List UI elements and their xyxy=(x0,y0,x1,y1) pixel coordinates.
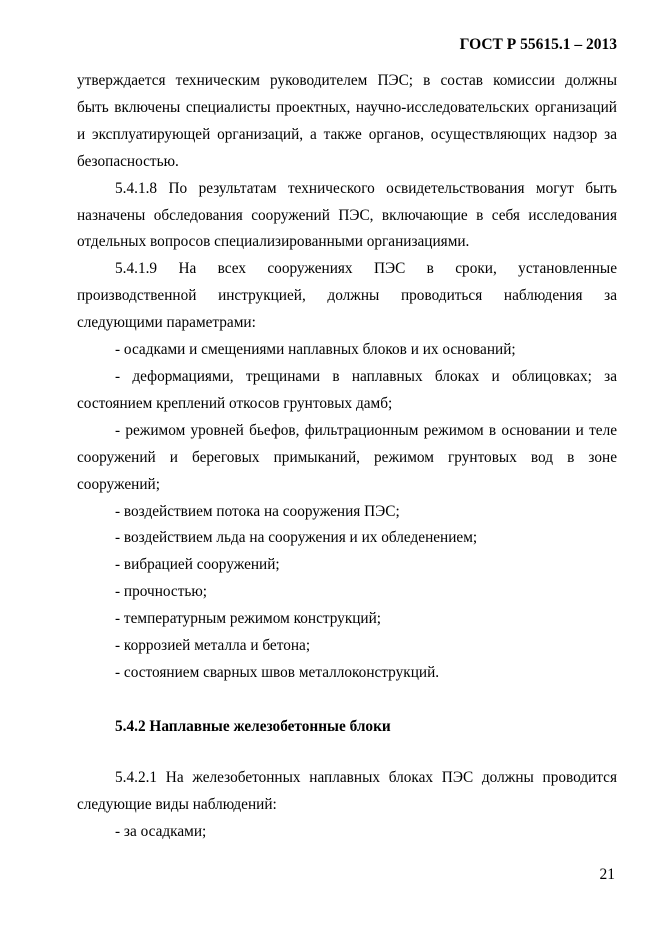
text-line: - воздействием потока на сооружения ПЭС; xyxy=(115,502,400,520)
text-line: - вибрацией сооружений; xyxy=(115,556,280,574)
text-line: - режимом уровней бьефов, фильтрационным режимом в основании и теле xyxy=(115,421,617,439)
text-line: 5.4.1.8 По результатам технического освидетельствования могут быть xyxy=(115,179,617,197)
text-line: - деформациями, трещинами в наплавных блоках и облицовках; за xyxy=(115,367,617,385)
text-line: быть включены специалисты проектных, научно-исследовательских организаций xyxy=(77,98,617,116)
text-line: - температурным режимом конструкций; xyxy=(115,610,382,628)
text-line: безопасностью. xyxy=(77,152,179,170)
text-line: сооружений; xyxy=(77,475,160,493)
text-line: - прочностью; xyxy=(115,583,208,601)
paragraph xyxy=(77,633,617,660)
text-line: - за осадками; xyxy=(115,822,207,840)
text-line: следующие виды наблюдений: xyxy=(77,795,277,813)
text-line: производственной инструкцией, должны проводиться наблюдения за xyxy=(77,287,617,305)
text-line: состоянием креплений откосов грунтовых дамб; xyxy=(77,394,393,412)
paragraph xyxy=(77,579,617,606)
text-line: отдельных вопросов специализированными организациями. xyxy=(77,233,470,251)
text-line: назначены обследования сооружений ПЭС, включающие в себя исследования xyxy=(77,206,617,224)
paragraph xyxy=(77,337,617,364)
paragraph xyxy=(77,418,617,499)
text-line: следующими параметрами: xyxy=(77,314,256,332)
document-code-header: ГОСТ Р 55615.1 – 2013 xyxy=(459,36,617,53)
paragraph xyxy=(77,606,617,633)
paragraph xyxy=(77,256,617,337)
paragraphs-section-5-4-1 xyxy=(77,68,617,687)
page-number: 21 xyxy=(599,866,615,883)
paragraph xyxy=(77,525,617,552)
text-line: утверждается техническим руководителем ПЭС; в состав комиссии должны xyxy=(77,72,617,89)
text-line: и эксплуатирующей организаций, а также органов, осуществляющих надзор за xyxy=(77,125,617,143)
text-line: - состоянием сварных швов металлоконструкций. xyxy=(115,663,440,681)
paragraphs-section-5-4-2 xyxy=(77,765,617,846)
paragraph xyxy=(77,499,617,526)
page-body xyxy=(77,68,617,845)
paragraph xyxy=(77,552,617,579)
paragraph xyxy=(77,819,617,846)
text-line: сооружений и береговых примыканий, режимом грунтовых вод в зоне xyxy=(77,448,617,466)
paragraph xyxy=(77,765,617,819)
paragraph xyxy=(77,176,617,257)
text-line: - осадками и смещениями наплавных блоков и их оснований; xyxy=(115,341,516,359)
text-line: 5.4.2.1 На железобетонных наплавных блоках ПЭС должны проводится xyxy=(115,768,617,786)
text-line: 5.4.1.9 На всех сооружениях ПЭС в сроки, установленные xyxy=(115,260,617,278)
text-line: - воздействием льда на сооружения и их обледенением; xyxy=(115,529,478,547)
paragraph xyxy=(77,68,617,176)
section-heading: 5.4.2 Наплавные железобетонные блоки xyxy=(115,717,391,735)
paragraph xyxy=(77,364,617,418)
text-line: - коррозией металла и бетона; xyxy=(115,637,311,655)
paragraph xyxy=(77,660,617,687)
